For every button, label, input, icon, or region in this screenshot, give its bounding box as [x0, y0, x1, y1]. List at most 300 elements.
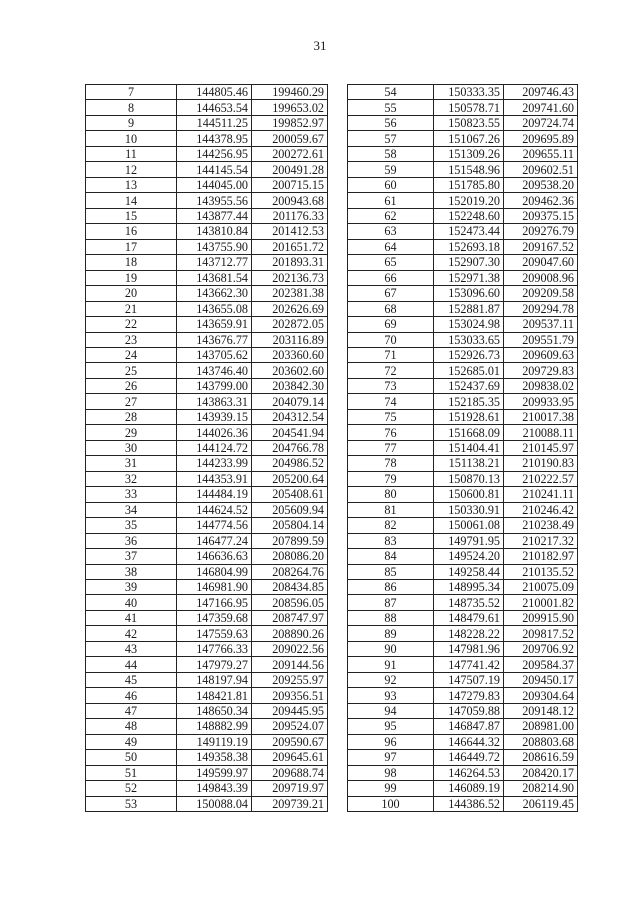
x-coordinate-cell: 147559.63	[177, 626, 252, 641]
table-row	[348, 255, 578, 270]
table-row	[86, 765, 328, 780]
point-number-cell: 31	[86, 456, 177, 471]
y-coordinate-cell: 204079.14	[252, 394, 328, 409]
table-row	[86, 208, 328, 223]
table-row	[86, 131, 328, 146]
point-number-cell: 36	[86, 533, 177, 548]
y-coordinate-cell: 209255.97	[252, 672, 328, 687]
point-number-cell: 25	[86, 363, 177, 378]
point-number-cell: 86	[348, 580, 434, 595]
x-coordinate-cell: 149599.97	[177, 765, 252, 780]
x-coordinate-cell: 148479.61	[434, 610, 504, 625]
y-coordinate-cell: 210238.49	[504, 518, 578, 533]
table-row	[348, 703, 578, 718]
table-row	[86, 363, 328, 378]
x-coordinate-cell: 148882.99	[177, 719, 252, 734]
table-row	[348, 347, 578, 362]
table-row	[86, 719, 328, 734]
x-coordinate-cell: 153096.60	[434, 286, 504, 301]
x-coordinate-cell: 149119.19	[177, 734, 252, 749]
table-row	[86, 270, 328, 285]
table-row	[348, 456, 578, 471]
table-row	[86, 703, 328, 718]
x-coordinate-cell: 151138.21	[434, 456, 504, 471]
point-number-cell: 50	[86, 750, 177, 765]
point-number-cell: 32	[86, 471, 177, 486]
point-number-cell: 26	[86, 378, 177, 393]
point-number-cell: 22	[86, 317, 177, 332]
table-row	[86, 533, 328, 548]
y-coordinate-cell: 209524.07	[252, 719, 328, 734]
x-coordinate-cell: 152019.20	[434, 193, 504, 208]
table-row	[86, 456, 328, 471]
table-row	[86, 115, 328, 130]
point-number-cell: 97	[348, 750, 434, 765]
y-coordinate-cell: 209276.79	[504, 224, 578, 239]
point-number-cell: 60	[348, 177, 434, 192]
point-number-cell: 41	[86, 610, 177, 625]
point-number-cell: 99	[348, 781, 434, 796]
table-row	[86, 317, 328, 332]
point-number-cell: 28	[86, 409, 177, 424]
x-coordinate-cell: 149524.20	[434, 549, 504, 564]
table-row	[348, 363, 578, 378]
y-coordinate-cell: 209915.90	[504, 610, 578, 625]
point-number-cell: 45	[86, 672, 177, 687]
x-coordinate-cell: 146804.99	[177, 564, 252, 579]
x-coordinate-cell: 152685.01	[434, 363, 504, 378]
y-coordinate-cell: 205804.14	[252, 518, 328, 533]
y-coordinate-cell: 201893.31	[252, 255, 328, 270]
y-coordinate-cell: 208803.68	[504, 734, 578, 749]
table-row	[86, 471, 328, 486]
point-number-cell: 14	[86, 193, 177, 208]
x-coordinate-cell: 147279.83	[434, 688, 504, 703]
x-coordinate-cell: 150333.35	[434, 85, 504, 100]
y-coordinate-cell: 203116.89	[252, 332, 328, 347]
table-row	[348, 286, 578, 301]
x-coordinate-cell: 152693.18	[434, 239, 504, 254]
x-coordinate-cell: 148228.22	[434, 626, 504, 641]
y-coordinate-cell: 209739.21	[252, 796, 328, 811]
table-row	[86, 100, 328, 115]
point-number-cell: 91	[348, 657, 434, 672]
point-number-cell: 72	[348, 363, 434, 378]
y-coordinate-cell: 209008.96	[504, 270, 578, 285]
y-coordinate-cell: 210182.97	[504, 549, 578, 564]
table-row	[348, 626, 578, 641]
y-coordinate-cell: 201176.33	[252, 208, 328, 223]
table-row	[86, 162, 328, 177]
y-coordinate-cell: 205408.61	[252, 487, 328, 502]
x-coordinate-cell: 152437.69	[434, 378, 504, 393]
x-coordinate-cell: 151785.80	[434, 177, 504, 192]
table-row	[348, 471, 578, 486]
table-row	[86, 549, 328, 564]
y-coordinate-cell: 210222.57	[504, 471, 578, 486]
point-number-cell: 58	[348, 146, 434, 161]
point-number-cell: 11	[86, 146, 177, 161]
y-coordinate-cell: 207899.59	[252, 533, 328, 548]
point-number-cell: 24	[86, 347, 177, 362]
y-coordinate-cell: 208420.17	[504, 765, 578, 780]
table-row	[348, 796, 578, 811]
table-row	[86, 610, 328, 625]
x-coordinate-cell: 146449.72	[434, 750, 504, 765]
point-number-cell: 38	[86, 564, 177, 579]
table-row	[348, 502, 578, 517]
y-coordinate-cell: 209538.20	[504, 177, 578, 192]
y-coordinate-cell: 209356.51	[252, 688, 328, 703]
y-coordinate-cell: 202872.05	[252, 317, 328, 332]
x-coordinate-cell: 144484.19	[177, 487, 252, 502]
x-coordinate-cell: 146264.53	[434, 765, 504, 780]
x-coordinate-cell: 150061.08	[434, 518, 504, 533]
x-coordinate-cell: 146847.87	[434, 719, 504, 734]
x-coordinate-cell: 143863.31	[177, 394, 252, 409]
y-coordinate-cell: 204541.94	[252, 425, 328, 440]
coordinates-table-right	[347, 84, 578, 812]
y-coordinate-cell: 210075.09	[504, 580, 578, 595]
y-coordinate-cell: 209537.11	[504, 317, 578, 332]
point-number-cell: 44	[86, 657, 177, 672]
point-number-cell: 33	[86, 487, 177, 502]
table-row	[86, 177, 328, 192]
x-coordinate-cell: 144256.95	[177, 146, 252, 161]
table-row	[86, 378, 328, 393]
x-coordinate-cell: 151668.09	[434, 425, 504, 440]
x-coordinate-cell: 143655.08	[177, 301, 252, 316]
table-row	[86, 641, 328, 656]
table-row	[348, 533, 578, 548]
y-coordinate-cell: 210135.52	[504, 564, 578, 579]
x-coordinate-cell: 143681.54	[177, 270, 252, 285]
y-coordinate-cell: 210001.82	[504, 595, 578, 610]
point-number-cell: 79	[348, 471, 434, 486]
point-number-cell: 89	[348, 626, 434, 641]
y-coordinate-cell: 208264.76	[252, 564, 328, 579]
y-coordinate-cell: 203602.60	[252, 363, 328, 378]
y-coordinate-cell: 209584.37	[504, 657, 578, 672]
y-coordinate-cell: 202381.38	[252, 286, 328, 301]
x-coordinate-cell: 153024.98	[434, 317, 504, 332]
point-number-cell: 80	[348, 487, 434, 502]
point-number-cell: 63	[348, 224, 434, 239]
point-number-cell: 82	[348, 518, 434, 533]
x-coordinate-cell: 144353.91	[177, 471, 252, 486]
point-number-cell: 29	[86, 425, 177, 440]
x-coordinate-cell: 146477.24	[177, 533, 252, 548]
table-row	[348, 564, 578, 579]
x-coordinate-cell: 150823.55	[434, 115, 504, 130]
x-coordinate-cell: 146089.19	[434, 781, 504, 796]
x-coordinate-cell: 148735.52	[434, 595, 504, 610]
x-coordinate-cell: 148197.94	[177, 672, 252, 687]
table-row	[348, 657, 578, 672]
y-coordinate-cell: 203360.60	[252, 347, 328, 362]
table-row	[86, 301, 328, 316]
y-coordinate-cell: 202136.73	[252, 270, 328, 285]
y-coordinate-cell: 208434.85	[252, 580, 328, 595]
table-row	[348, 239, 578, 254]
x-coordinate-cell: 147166.95	[177, 595, 252, 610]
y-coordinate-cell: 209209.58	[504, 286, 578, 301]
page-number: 31	[313, 38, 327, 53]
point-number-cell: 21	[86, 301, 177, 316]
point-number-cell: 10	[86, 131, 177, 146]
point-number-cell: 65	[348, 255, 434, 270]
table-row	[348, 115, 578, 130]
y-coordinate-cell: 199852.97	[252, 115, 328, 130]
point-number-cell: 83	[348, 533, 434, 548]
table-row	[348, 487, 578, 502]
x-coordinate-cell: 144774.56	[177, 518, 252, 533]
table-row	[348, 332, 578, 347]
y-coordinate-cell: 210246.42	[504, 502, 578, 517]
x-coordinate-cell: 143955.56	[177, 193, 252, 208]
x-coordinate-cell: 150330.91	[434, 502, 504, 517]
table-row	[86, 796, 328, 811]
y-coordinate-cell: 206119.45	[504, 796, 578, 811]
point-number-cell: 30	[86, 440, 177, 455]
y-coordinate-cell: 209817.52	[504, 626, 578, 641]
x-coordinate-cell: 152926.73	[434, 347, 504, 362]
y-coordinate-cell: 208890.26	[252, 626, 328, 641]
x-coordinate-cell: 143877.44	[177, 208, 252, 223]
table-row	[86, 286, 328, 301]
x-coordinate-cell: 144145.54	[177, 162, 252, 177]
table-row	[348, 100, 578, 115]
table-row	[348, 688, 578, 703]
table-row	[348, 409, 578, 424]
table-row	[348, 440, 578, 455]
y-coordinate-cell: 209729.83	[504, 363, 578, 378]
y-coordinate-cell: 209724.74	[504, 115, 578, 130]
x-coordinate-cell: 151404.41	[434, 440, 504, 455]
x-coordinate-cell: 146636.63	[177, 549, 252, 564]
table-row	[348, 162, 578, 177]
point-number-cell: 16	[86, 224, 177, 239]
x-coordinate-cell: 144026.36	[177, 425, 252, 440]
x-coordinate-cell: 144045.00	[177, 177, 252, 192]
point-number-cell: 64	[348, 239, 434, 254]
point-number-cell: 46	[86, 688, 177, 703]
x-coordinate-cell: 150600.81	[434, 487, 504, 502]
y-coordinate-cell: 209450.17	[504, 672, 578, 687]
point-number-cell: 49	[86, 734, 177, 749]
y-coordinate-cell: 200059.67	[252, 131, 328, 146]
table-row	[86, 518, 328, 533]
x-coordinate-cell: 151067.26	[434, 131, 504, 146]
x-coordinate-cell: 152881.87	[434, 301, 504, 316]
y-coordinate-cell: 208596.05	[252, 595, 328, 610]
y-coordinate-cell: 199460.29	[252, 85, 328, 100]
y-coordinate-cell: 209445.95	[252, 703, 328, 718]
table-row	[348, 378, 578, 393]
table-row	[86, 347, 328, 362]
y-coordinate-cell: 209933.95	[504, 394, 578, 409]
point-number-cell: 40	[86, 595, 177, 610]
y-coordinate-cell: 210190.83	[504, 456, 578, 471]
x-coordinate-cell: 143755.90	[177, 239, 252, 254]
table-row	[348, 518, 578, 533]
x-coordinate-cell: 150088.04	[177, 796, 252, 811]
table-row	[86, 394, 328, 409]
table-row	[348, 595, 578, 610]
y-coordinate-cell: 209719.97	[252, 781, 328, 796]
x-coordinate-cell: 147741.42	[434, 657, 504, 672]
x-coordinate-cell: 144653.54	[177, 100, 252, 115]
x-coordinate-cell: 144805.46	[177, 85, 252, 100]
x-coordinate-cell: 147766.33	[177, 641, 252, 656]
table-row	[348, 146, 578, 161]
x-coordinate-cell: 146981.90	[177, 580, 252, 595]
y-coordinate-cell: 208616.59	[504, 750, 578, 765]
x-coordinate-cell: 150578.71	[434, 100, 504, 115]
y-coordinate-cell: 210088.11	[504, 425, 578, 440]
y-coordinate-cell: 200943.68	[252, 193, 328, 208]
table-row	[86, 750, 328, 765]
x-coordinate-cell: 151548.96	[434, 162, 504, 177]
table-row	[86, 440, 328, 455]
point-number-cell: 39	[86, 580, 177, 595]
y-coordinate-cell: 209706.92	[504, 641, 578, 656]
y-coordinate-cell: 209602.51	[504, 162, 578, 177]
x-coordinate-cell: 150870.13	[434, 471, 504, 486]
point-number-cell: 96	[348, 734, 434, 749]
x-coordinate-cell: 147359.68	[177, 610, 252, 625]
point-number-cell: 42	[86, 626, 177, 641]
point-number-cell: 20	[86, 286, 177, 301]
point-number-cell: 37	[86, 549, 177, 564]
y-coordinate-cell: 209022.56	[252, 641, 328, 656]
x-coordinate-cell: 143676.77	[177, 332, 252, 347]
x-coordinate-cell: 149358.38	[177, 750, 252, 765]
point-number-cell: 59	[348, 162, 434, 177]
x-coordinate-cell: 148995.34	[434, 580, 504, 595]
point-number-cell: 61	[348, 193, 434, 208]
table-body	[348, 85, 578, 812]
y-coordinate-cell: 209590.67	[252, 734, 328, 749]
y-coordinate-cell: 209551.79	[504, 332, 578, 347]
point-number-cell: 70	[348, 332, 434, 347]
point-number-cell: 15	[86, 208, 177, 223]
y-coordinate-cell: 201651.72	[252, 239, 328, 254]
point-number-cell: 98	[348, 765, 434, 780]
point-number-cell: 19	[86, 270, 177, 285]
x-coordinate-cell: 144386.52	[434, 796, 504, 811]
x-coordinate-cell: 147059.88	[434, 703, 504, 718]
table-row	[86, 657, 328, 672]
point-number-cell: 71	[348, 347, 434, 362]
table-row	[86, 502, 328, 517]
x-coordinate-cell: 143712.77	[177, 255, 252, 270]
y-coordinate-cell: 209148.12	[504, 703, 578, 718]
y-coordinate-cell: 209655.11	[504, 146, 578, 161]
y-coordinate-cell: 209645.61	[252, 750, 328, 765]
point-number-cell: 95	[348, 719, 434, 734]
point-number-cell: 87	[348, 595, 434, 610]
y-coordinate-cell: 200715.15	[252, 177, 328, 192]
point-number-cell: 54	[348, 85, 434, 100]
table-body	[86, 85, 328, 812]
y-coordinate-cell: 209167.52	[504, 239, 578, 254]
x-coordinate-cell: 143746.40	[177, 363, 252, 378]
table-row	[348, 131, 578, 146]
x-coordinate-cell: 153033.65	[434, 332, 504, 347]
y-coordinate-cell: 209462.36	[504, 193, 578, 208]
table-row	[348, 270, 578, 285]
point-number-cell: 77	[348, 440, 434, 455]
point-number-cell: 78	[348, 456, 434, 471]
x-coordinate-cell: 143810.84	[177, 224, 252, 239]
y-coordinate-cell: 201412.53	[252, 224, 328, 239]
table-row	[348, 641, 578, 656]
point-number-cell: 27	[86, 394, 177, 409]
point-number-cell: 57	[348, 131, 434, 146]
y-coordinate-cell: 203842.30	[252, 378, 328, 393]
x-coordinate-cell: 149258.44	[434, 564, 504, 579]
x-coordinate-cell: 152907.30	[434, 255, 504, 270]
table-row	[86, 409, 328, 424]
table-row	[348, 672, 578, 687]
y-coordinate-cell: 209294.78	[504, 301, 578, 316]
point-number-cell: 35	[86, 518, 177, 533]
x-coordinate-cell: 152248.60	[434, 208, 504, 223]
table-row	[86, 734, 328, 749]
y-coordinate-cell: 200491.28	[252, 162, 328, 177]
point-number-cell: 7	[86, 85, 177, 100]
y-coordinate-cell: 210241.11	[504, 487, 578, 502]
table-row	[86, 332, 328, 347]
x-coordinate-cell: 151928.61	[434, 409, 504, 424]
point-number-cell: 23	[86, 332, 177, 347]
table-row	[86, 487, 328, 502]
y-coordinate-cell: 204312.54	[252, 409, 328, 424]
point-number-cell: 8	[86, 100, 177, 115]
y-coordinate-cell: 199653.02	[252, 100, 328, 115]
table-row	[348, 719, 578, 734]
point-number-cell: 85	[348, 564, 434, 579]
point-number-cell: 93	[348, 688, 434, 703]
y-coordinate-cell: 210017.38	[504, 409, 578, 424]
point-number-cell: 55	[348, 100, 434, 115]
y-coordinate-cell: 209838.02	[504, 378, 578, 393]
table-row	[348, 580, 578, 595]
x-coordinate-cell: 143662.30	[177, 286, 252, 301]
table-row	[348, 549, 578, 564]
point-number-cell: 67	[348, 286, 434, 301]
x-coordinate-cell: 149791.95	[434, 533, 504, 548]
point-number-cell: 74	[348, 394, 434, 409]
y-coordinate-cell: 209695.89	[504, 131, 578, 146]
point-number-cell: 13	[86, 177, 177, 192]
y-coordinate-cell: 209047.60	[504, 255, 578, 270]
table-row	[86, 564, 328, 579]
table-row	[86, 239, 328, 254]
y-coordinate-cell: 209609.63	[504, 347, 578, 362]
point-number-cell: 51	[86, 765, 177, 780]
point-number-cell: 56	[348, 115, 434, 130]
table-row	[348, 394, 578, 409]
point-number-cell: 66	[348, 270, 434, 285]
x-coordinate-cell: 147507.19	[434, 672, 504, 687]
point-number-cell: 9	[86, 115, 177, 130]
x-coordinate-cell: 144233.99	[177, 456, 252, 471]
table-row	[86, 193, 328, 208]
table-row	[86, 425, 328, 440]
y-coordinate-cell: 209375.15	[504, 208, 578, 223]
